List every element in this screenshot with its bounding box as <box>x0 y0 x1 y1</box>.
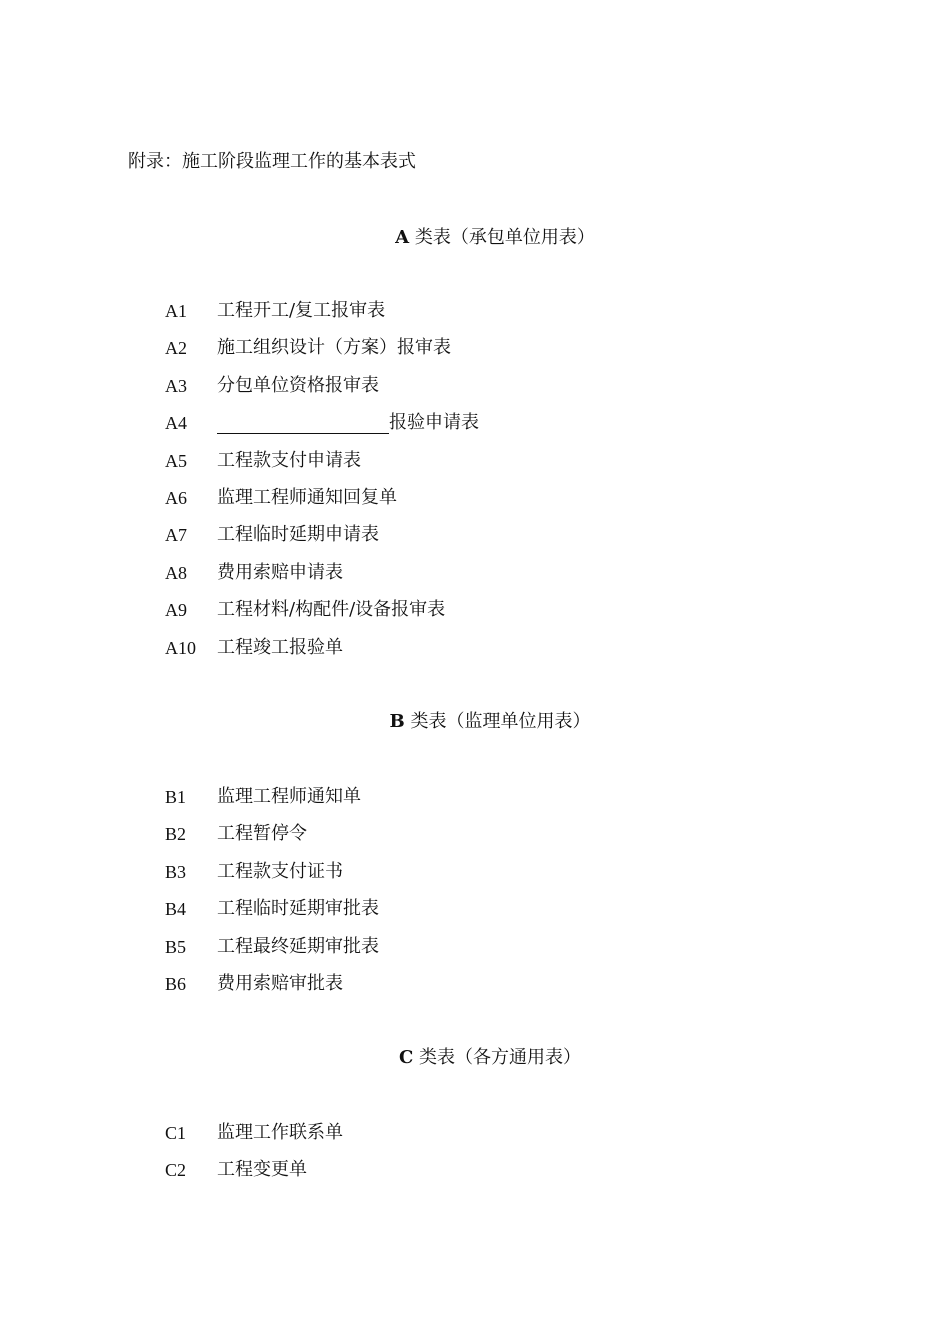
fill-in-blank-line <box>217 411 389 434</box>
section-c-heading <box>0 1046 950 1070</box>
item-name-with-blank <box>217 411 479 435</box>
item-code: B4 <box>165 899 187 920</box>
item-name: 工程临时延期审批表 <box>217 898 379 920</box>
list-item <box>165 374 479 411</box>
list-item <box>165 299 479 336</box>
item-name: 费用索赔申请表 <box>217 561 343 583</box>
item-name: 工程材料/构配件/设备报审表 <box>217 599 446 621</box>
item-code: C1 <box>165 1123 187 1143</box>
section-a-heading <box>0 226 950 250</box>
section-c-letter: C <box>398 1047 414 1068</box>
section-b-list <box>165 785 379 1009</box>
list-item <box>165 486 479 523</box>
list-item <box>165 897 379 934</box>
list-item <box>165 411 479 448</box>
appendix-title: 附录：施工阶段监理工作的基本表式 <box>128 151 416 172</box>
section-c-list <box>165 1121 343 1196</box>
item-name: 工程临时延期申请表 <box>217 524 379 546</box>
item-code: A5 <box>165 450 187 471</box>
item-code: C2 <box>165 1160 187 1181</box>
list-item <box>165 523 479 560</box>
item-name: 工程变更单 <box>217 1159 307 1181</box>
item-name: 工程款支付申请表 <box>217 449 361 471</box>
list-item <box>165 336 479 373</box>
item-name: 工程竣工报验单 <box>217 636 343 658</box>
section-a-title: 类表（承包单位用表） <box>414 227 595 248</box>
section-c-title: 类表（各方通用表） <box>419 1047 582 1068</box>
item-name: 费用索赔审批表 <box>217 972 343 994</box>
item-name: 监理工作联系单 <box>217 1122 343 1143</box>
list-item <box>165 449 479 486</box>
list-item <box>165 561 479 598</box>
list-item <box>165 822 379 859</box>
section-a-list <box>165 299 479 673</box>
item-name: 报验申请表 <box>389 412 479 434</box>
list-item <box>165 935 379 972</box>
item-name: 施工组织设计（方案）报审表 <box>217 337 451 359</box>
item-code: B6 <box>165 973 187 994</box>
item-code: A6 <box>165 487 187 508</box>
list-item <box>165 1121 343 1158</box>
list-item <box>165 1158 343 1195</box>
item-code: B3 <box>165 861 187 882</box>
item-name: 分包单位资格报审表 <box>217 374 379 396</box>
section-b-letter: B <box>389 711 405 732</box>
list-item <box>165 972 379 1009</box>
item-name: 监理工程师通知回复单 <box>217 486 397 508</box>
item-code: A8 <box>165 562 187 583</box>
item-code: A1 <box>165 301 187 321</box>
item-name: 工程款支付证书 <box>217 860 343 882</box>
item-code: A2 <box>165 338 187 359</box>
section-b-heading <box>0 710 950 734</box>
item-code: A9 <box>165 600 187 621</box>
item-code: A4 <box>165 413 187 434</box>
item-code: B1 <box>165 787 187 807</box>
item-code: B5 <box>165 936 187 957</box>
item-code: B2 <box>165 824 187 845</box>
item-code: A3 <box>165 375 187 396</box>
list-item <box>165 636 479 673</box>
list-item <box>165 598 479 635</box>
section-a-letter: A <box>395 227 410 248</box>
item-name: 工程最终延期审批表 <box>217 935 379 957</box>
item-name: 工程开工/复工报审表 <box>217 300 386 321</box>
item-code: A7 <box>165 525 187 546</box>
item-code: A10 <box>165 637 196 658</box>
item-name: 工程暂停令 <box>217 823 307 845</box>
section-b-title: 类表（监理单位用表） <box>410 711 591 732</box>
item-name: 监理工程师通知单 <box>217 786 361 807</box>
list-item <box>165 785 379 822</box>
list-item <box>165 860 379 897</box>
